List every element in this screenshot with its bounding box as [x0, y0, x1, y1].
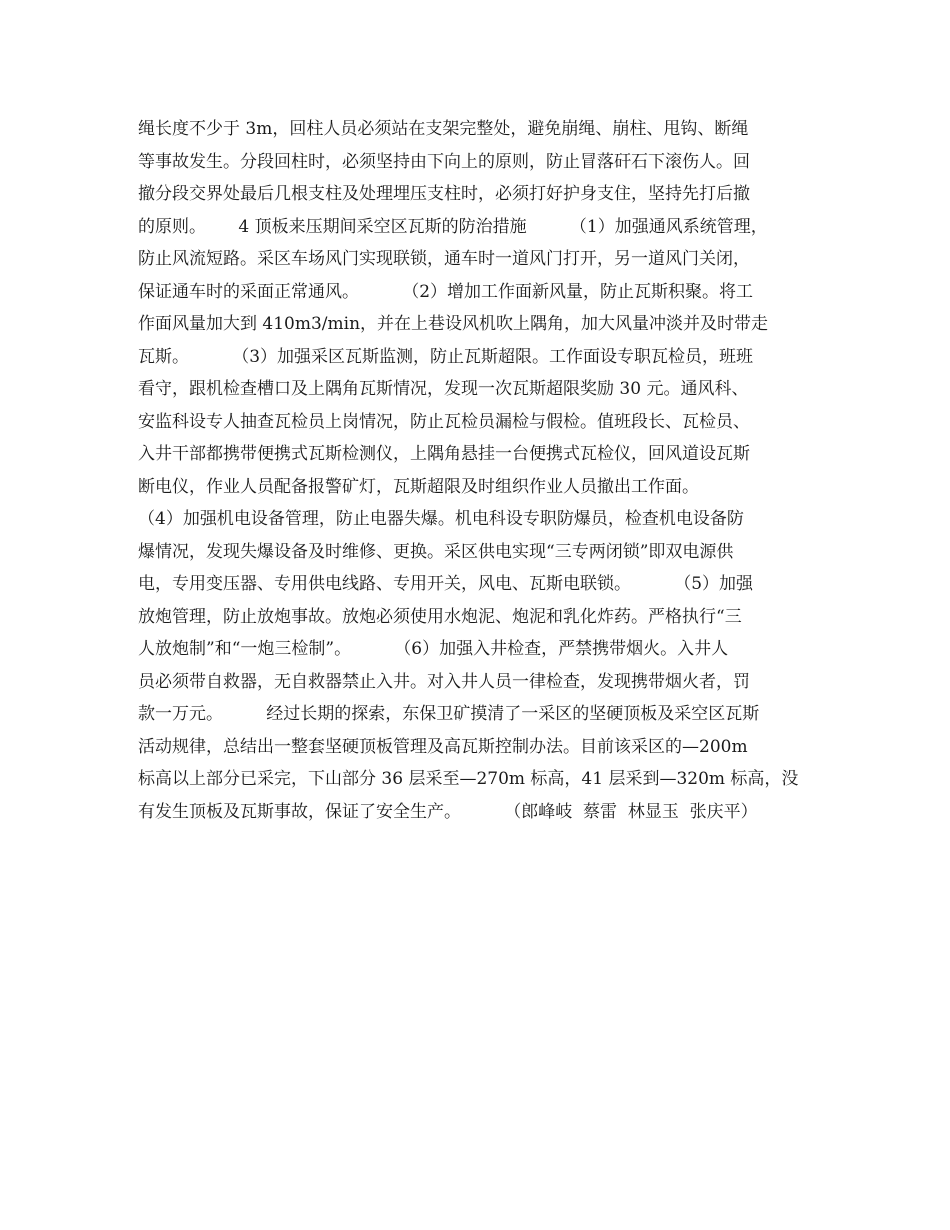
text-line: 安监科设专人抽查瓦检员上岗情况，防止瓦检员漏检与假检。值班段长、瓦检员、: [138, 411, 750, 432]
text-line: 有发生顶板及瓦斯事故，保证了安全生产。 （郎峰岐 蔡雷 林显玉 张庆平）: [138, 801, 758, 822]
text-line: 人放炮制”和“一炮三检制”。 （6）加强入井检查，严禁携带烟火。入井人: [138, 639, 729, 659]
text-line: 标高以上部分已采完，下山部分 36 层采至—270m 标高，41 层采到—320m 标高，没: [138, 769, 799, 789]
text-line: 作面风量加大到 410m3/min，并在上巷设风机吹上隅角，加大风量冲淡并及时带走: [138, 314, 769, 334]
body-text: [138, 113, 828, 828]
text-line: 防止风流短路。采区车场风门实现联锁，通车时一道风门打开，另一道风门关闭，: [138, 249, 750, 269]
text-line: 的原则。 4 顶板来压期间采空区瓦斯的防治措施 （1）加强通风系统管理，: [138, 216, 768, 237]
text-line: 爆情况，发现失爆设备及时维修、更换。采区供电实现“三专两闭锁”即双电源供: [138, 541, 734, 562]
text-line: 电，专用变压器、专用供电线路、专用开关，风电、瓦斯电联锁。 （5）加强: [138, 574, 754, 594]
text-line: 看守，跟机检查槽口及上隅角瓦斯情况，发现一次瓦斯超限奖励 30 元。通风科、: [138, 379, 749, 399]
text-line: 保证通车时的采面正常通风。 （2）增加工作面新风量，防止瓦斯积聚。将工: [138, 281, 754, 302]
text-line: 放炮管理，防止放炮事故。放炮必须使用水炮泥、炮泥和乳化炸药。严格执行“三: [138, 606, 742, 627]
text-line: 瓦斯。 （3）加强采区瓦斯监测，防止瓦斯超限。工作面设专职瓦检员，班班: [138, 346, 754, 367]
text-line: （4）加强机电设备管理，防止电器失爆。机电科设专职防爆员，检查机电设备防: [138, 509, 744, 529]
text-line: 断电仪，作业人员配备报警矿灯，瓦斯超限及时组织作业人员撤出工作面。: [138, 476, 699, 497]
text-line: 活动规律，总结出一整套坚硬顶板管理及高瓦斯控制办法。目前该采区的—200m: [138, 736, 748, 757]
text-line: 入井干部都携带便携式瓦斯检测仪，上隅角悬挂一台便携式瓦检仪，回风道设瓦斯: [138, 444, 750, 464]
text-line: 撤分段交界处最后几根支柱及处理埋压支柱时，必须打好护身支住，坚持先打后撤: [138, 184, 750, 204]
text-line: 员必须带自救器，无自救器禁止入井。对入井人员一律检查，发现携带烟火者，罚: [138, 671, 750, 692]
text-line: 等事故发生。分段回柱时，必须坚持由下向上的原则，防止冒落矸石下滚伤人。回: [138, 151, 750, 172]
text-line: 款一万元。 经过长期的探索，东保卫矿摸清了一采区的坚硬顶板及采空区瓦斯: [138, 704, 760, 724]
text-line: 绳长度不少于 3m，回柱人员必须站在支架完整处，避免崩绳、崩柱、甩钩、断绳: [138, 119, 749, 139]
